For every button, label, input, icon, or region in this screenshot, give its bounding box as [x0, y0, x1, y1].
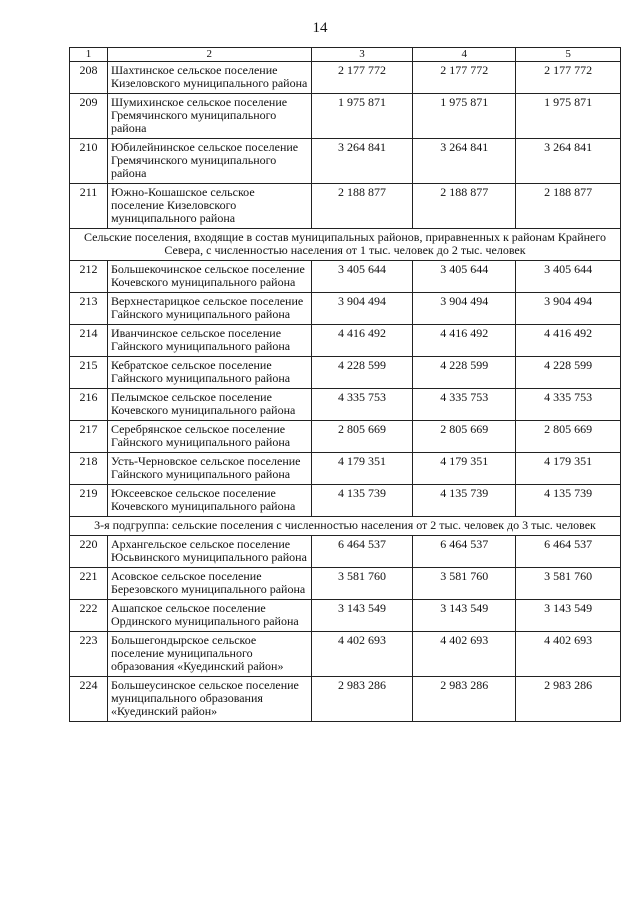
value-column-3: 3 405 644	[311, 261, 413, 293]
value-column-3: 2 177 772	[311, 62, 413, 94]
value-column-3: 1 975 871	[311, 94, 413, 139]
settlement-name: Большеусинское сельское поселение муниципального образования «Куединский район»	[107, 677, 311, 722]
value-column-4: 2 177 772	[413, 62, 516, 94]
table-row	[70, 357, 621, 389]
value-column-4: 3 143 549	[413, 600, 516, 632]
table-row	[70, 568, 621, 600]
settlement-name: Серебрянское сельское поселение Гайнского муниципального района	[107, 421, 311, 453]
value-column-4: 3 581 760	[413, 568, 516, 600]
settlement-name: Кебратское сельское поселение Гайнского муниципального района	[107, 357, 311, 389]
value-column-5: 2 188 877	[516, 184, 621, 229]
settlement-name: Верхнестарицкое сельское поселение Гайнского муниципального района	[107, 293, 311, 325]
value-column-3: 4 228 599	[311, 357, 413, 389]
value-column-4: 4 416 492	[413, 325, 516, 357]
settlement-name: Шахтинское сельское поселение Кизеловского муниципального района	[107, 62, 311, 94]
column-header: 4	[413, 48, 516, 62]
table-row	[70, 536, 621, 568]
value-column-4: 2 805 669	[413, 421, 516, 453]
value-column-5: 4 416 492	[516, 325, 621, 357]
column-header: 3	[311, 48, 413, 62]
page-number: 14	[312, 20, 328, 36]
group-header-row	[70, 229, 621, 261]
settlement-name: Иванчинское сельское поселение Гайнского муниципального района	[107, 325, 311, 357]
value-column-5: 4 335 753	[516, 389, 621, 421]
row-number: 211	[70, 184, 108, 229]
value-column-5: 3 581 760	[516, 568, 621, 600]
row-number: 223	[70, 632, 108, 677]
table-row	[70, 293, 621, 325]
value-column-5: 2 983 286	[516, 677, 621, 722]
value-column-3: 4 135 739	[311, 485, 413, 517]
group-title: 3-я подгруппа: сельские поселения с численностью населения от 2 тыс. человек до 3 тыс. человек	[70, 517, 621, 536]
table-row	[70, 94, 621, 139]
value-column-3: 4 416 492	[311, 325, 413, 357]
value-column-4: 4 135 739	[413, 485, 516, 517]
table-row	[70, 62, 621, 94]
row-number: 212	[70, 261, 108, 293]
settlement-name: Юксеевское сельское поселение Кочевского муниципального района	[107, 485, 311, 517]
value-column-5: 4 402 693	[516, 632, 621, 677]
table-row	[70, 184, 621, 229]
table-row	[70, 139, 621, 184]
value-column-5: 4 135 739	[516, 485, 621, 517]
value-column-3: 4 335 753	[311, 389, 413, 421]
value-column-4: 2 983 286	[413, 677, 516, 722]
settlement-name: Юбилейнинское сельское поселение Гремячинского муниципального района	[107, 139, 311, 184]
row-number: 222	[70, 600, 108, 632]
value-column-3: 3 904 494	[311, 293, 413, 325]
value-column-4: 2 188 877	[413, 184, 516, 229]
settlement-name: Усть-Черновское сельское поселение Гайнского муниципального района	[107, 453, 311, 485]
value-column-4: 3 405 644	[413, 261, 516, 293]
value-column-4: 3 264 841	[413, 139, 516, 184]
value-column-5: 4 179 351	[516, 453, 621, 485]
settlement-name: Пелымское сельское поселение Кочевского муниципального района	[107, 389, 311, 421]
value-column-5: 4 228 599	[516, 357, 621, 389]
value-column-3: 3 264 841	[311, 139, 413, 184]
table-body	[70, 48, 621, 722]
value-column-3: 2 188 877	[311, 184, 413, 229]
group-header-row	[70, 517, 621, 536]
column-header: 1	[70, 48, 108, 62]
row-number: 210	[70, 139, 108, 184]
value-column-4: 6 464 537	[413, 536, 516, 568]
value-column-3: 4 402 693	[311, 632, 413, 677]
allocation-table	[69, 47, 621, 722]
value-column-5: 3 904 494	[516, 293, 621, 325]
settlement-name: Шумихинское сельское поселение Гремячинского муниципального района	[107, 94, 311, 139]
settlement-name: Большегондырское сельское поселение муниципального образования «Куединский район»	[107, 632, 311, 677]
settlement-name: Архангельское сельское поселение Юсьвинского муниципального района	[107, 536, 311, 568]
row-number: 213	[70, 293, 108, 325]
table-row	[70, 389, 621, 421]
value-column-3: 3 143 549	[311, 600, 413, 632]
column-header: 5	[516, 48, 621, 62]
row-number: 217	[70, 421, 108, 453]
value-column-4: 1 975 871	[413, 94, 516, 139]
value-column-5: 3 405 644	[516, 261, 621, 293]
value-column-5: 3 143 549	[516, 600, 621, 632]
group-title: Сельские поселения, входящие в состав муниципальных районов, приравненных к районам Крайнего Севера, с численностью населения от 1 тыс. человек до 2 тыс. человек	[70, 229, 621, 261]
row-number: 221	[70, 568, 108, 600]
row-number: 214	[70, 325, 108, 357]
value-column-3: 4 179 351	[311, 453, 413, 485]
row-number: 224	[70, 677, 108, 722]
column-number-row	[70, 48, 621, 62]
table-row	[70, 632, 621, 677]
table-row	[70, 677, 621, 722]
row-number: 219	[70, 485, 108, 517]
value-column-4: 3 904 494	[413, 293, 516, 325]
row-number: 218	[70, 453, 108, 485]
table-row	[70, 325, 621, 357]
settlement-name: Асовское сельское поселение Березовского муниципального района	[107, 568, 311, 600]
value-column-4: 4 402 693	[413, 632, 516, 677]
value-column-4: 4 335 753	[413, 389, 516, 421]
row-number: 208	[70, 62, 108, 94]
table-row	[70, 453, 621, 485]
value-column-4: 4 179 351	[413, 453, 516, 485]
column-header: 2	[107, 48, 311, 62]
value-column-3: 3 581 760	[311, 568, 413, 600]
table-row	[70, 485, 621, 517]
row-number: 209	[70, 94, 108, 139]
value-column-5: 3 264 841	[516, 139, 621, 184]
value-column-3: 2 805 669	[311, 421, 413, 453]
table-row	[70, 421, 621, 453]
settlement-name: Большекочинское сельское поселение Кочевского муниципального района	[107, 261, 311, 293]
value-column-3: 6 464 537	[311, 536, 413, 568]
row-number: 220	[70, 536, 108, 568]
row-number: 215	[70, 357, 108, 389]
value-column-5: 2 177 772	[516, 62, 621, 94]
table-row	[70, 261, 621, 293]
table-row	[70, 600, 621, 632]
row-number: 216	[70, 389, 108, 421]
value-column-3: 2 983 286	[311, 677, 413, 722]
value-column-5: 6 464 537	[516, 536, 621, 568]
value-column-4: 4 228 599	[413, 357, 516, 389]
settlement-name: Южно-Кошашское сельское поселение Кизеловского муниципального района	[107, 184, 311, 229]
settlement-name: Ашапское сельское поселение Ординского муниципального района	[107, 600, 311, 632]
value-column-5: 2 805 669	[516, 421, 621, 453]
value-column-5: 1 975 871	[516, 94, 621, 139]
